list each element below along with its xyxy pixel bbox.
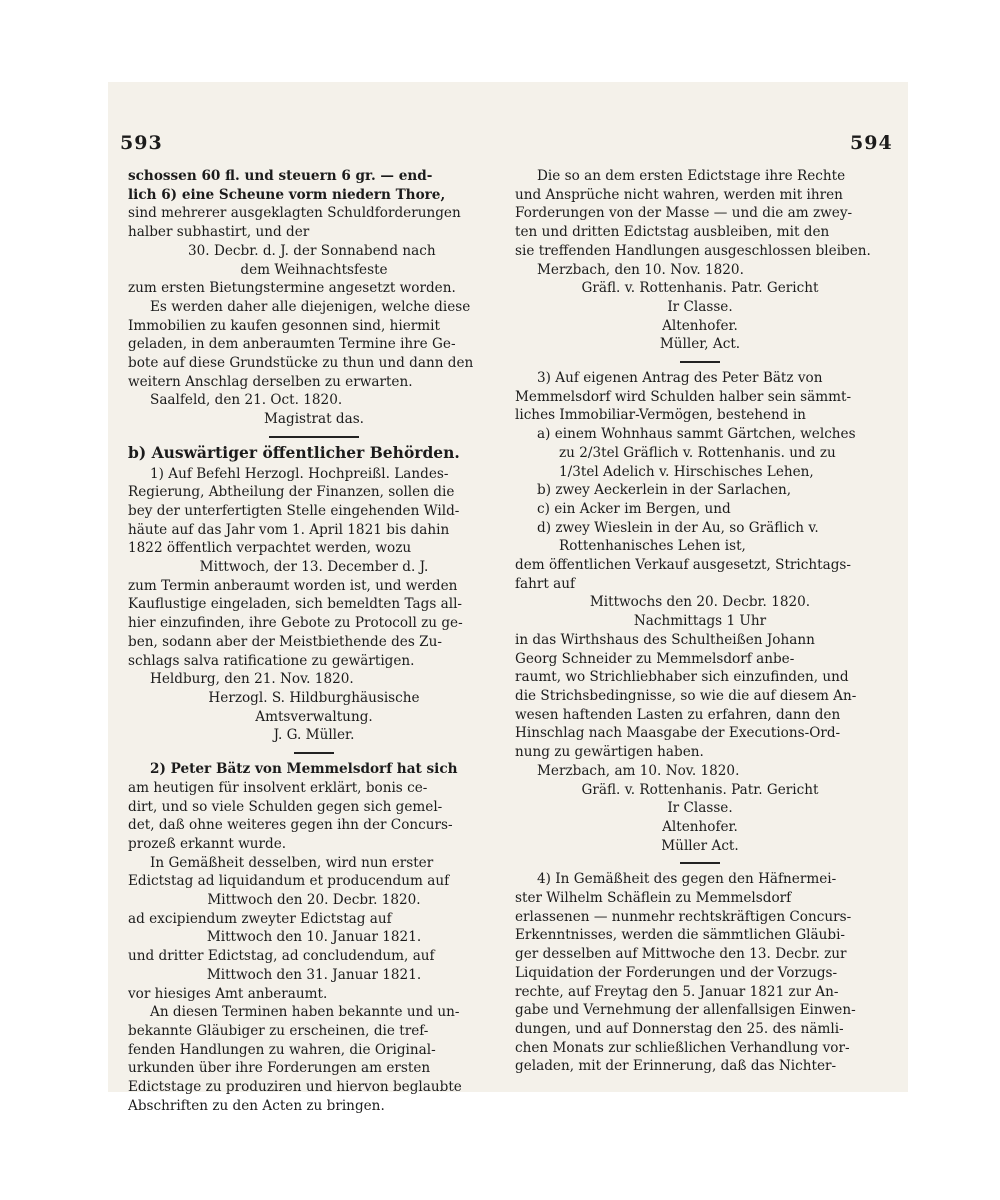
text-line: sie treffenden Handlungen ausgeschlossen bleiben. <box>515 242 871 259</box>
text-line: Es werden daher alle diejenigen, welche diese <box>150 298 471 315</box>
text-line: 3) Auf eigenen Antrag des Peter Bätz von <box>537 370 823 387</box>
text-line: Hinschlag nach Maasgabe der Executions-Ord- <box>515 725 841 742</box>
text-line: schlags salva ratificatione zu gewärtigen. <box>128 652 415 669</box>
text-line: und dritter Edictstag, ad concludendum, auf <box>128 948 435 965</box>
list-item: 1/3tel Adelich v. Hirschisches Lehen, <box>559 463 814 480</box>
text-line: 2) Peter Bätz von Memmelsdorf hat sich <box>150 761 458 778</box>
list-item: a) einem Wohnhaus sammt Gärtchen, welches <box>537 426 856 443</box>
text-line: Edictstage zu produziren und hiervon beglaubte <box>128 1079 462 1096</box>
text-line: Mittwoch den 31. Januar 1821. <box>206 966 422 983</box>
text-line: urkunden über ihre Forderungen am ersten <box>128 1060 431 1077</box>
text-line: fahrt auf <box>515 575 576 592</box>
text-line: wesen haftenden Lasten zu erfahren, dann den <box>515 706 841 723</box>
text-line: dirt, und so viele Schulden gegen sich gemel- <box>128 798 443 815</box>
signature-authority: Magistrat das. <box>263 411 364 428</box>
text-line: prozeß erkannt wurde. <box>128 835 287 852</box>
signature-name: Müller Act. <box>661 837 739 854</box>
text-line: geladen, in dem anberaumten Termine ihre Ge- <box>128 336 456 353</box>
text-line: dungen, und auf Donnerstag den 25. des nämli- <box>515 1020 844 1037</box>
text-line: vor hiesiges Amt anberaumt. <box>128 985 328 1002</box>
text-line: bote auf diese Grundstücke zu thun und dann den <box>128 355 474 372</box>
signature-authority: Amtsverwaltung. <box>255 708 373 725</box>
text-line: erlassenen — nunmehr rechtskräftigen Concurs- <box>515 908 852 925</box>
signature-authority: Ir Classe. <box>667 298 733 315</box>
text-line: dem Weihnachtsfeste <box>240 261 388 278</box>
signature-name: Altenhofer. <box>662 317 738 334</box>
page-number-left: 593 <box>120 132 163 154</box>
text-line: Nachmittags 1 Uhr <box>633 613 767 630</box>
signature-place-date: Saalfeld, den 21. Oct. 1820. <box>150 392 343 409</box>
signature-name: Altenhofer. <box>662 818 738 835</box>
text-line: in das Wirthshaus des Schultheißen Johann <box>515 631 815 648</box>
text-line: dem öffentlichen Verkauf ausgesetzt, Strichtags- <box>515 557 851 574</box>
signature-name: J. G. Müller. <box>273 727 355 744</box>
text-line: Die so an dem ersten Edictstage ihre Rechte <box>537 168 846 184</box>
page-number-right: 594 <box>850 132 893 154</box>
signature-place-date: Merzbach, am 10. Nov. 1820. <box>537 762 740 779</box>
section-heading: b) Auswärtiger öffentlicher Behörden. <box>128 442 460 462</box>
list-item: c) ein Acker im Bergen, und <box>537 500 731 517</box>
list-item: zu 2/3tel Gräflich v. Rottenhanis. und zu <box>559 444 836 461</box>
text-line: ten und dritten Edictstag ausbleiben, mit den <box>515 224 830 241</box>
text-line: Liquidation der Forderungen und der Vorzugs- <box>515 964 838 981</box>
signature-authority: Gräfl. v. Rottenhanis. Patr. Gericht <box>581 781 819 798</box>
text-line: sind mehrerer ausgeklagten Schuldforderungen <box>128 205 461 222</box>
text-line: raumt, wo Strichliebhaber sich einzufinden, und <box>515 669 849 686</box>
text-line: hier einzufinden, ihre Gebote zu Protocoll zu ge- <box>128 615 463 632</box>
text-line: 1822 öffentlich verpachtet werden, wozu <box>128 540 412 557</box>
text-line: nung zu gewärtigen haben. <box>515 744 704 761</box>
signature-place-date: Merzbach, den 10. Nov. 1820. <box>537 261 744 278</box>
text-line: Edictstag ad liquidandum et producendum auf <box>128 873 450 890</box>
text-line: gabe und Vernehmung der allenfallsigen Einwen- <box>515 1002 856 1019</box>
text-line: Mittwoch den 10. Januar 1821. <box>206 929 422 946</box>
section-divider <box>680 862 720 864</box>
signature-authority: Gräfl. v. Rottenhanis. Patr. Gericht <box>581 280 819 297</box>
list-item: b) zwey Aeckerlein in der Sarlachen, <box>537 482 792 499</box>
section-divider <box>294 752 334 754</box>
text-line: bey der unterfertigten Stelle eingehenden Wild- <box>128 502 460 519</box>
text-line: Immobilien zu kaufen gesonnen sind, hiermit <box>128 317 440 334</box>
text-line: halber subhastirt, und der <box>128 224 310 241</box>
text-line: schossen 60 fl. und steuern 6 gr. — end- <box>128 168 433 184</box>
text-line: zum Termin anberaumt worden ist, und werden <box>128 577 458 594</box>
text-line: 30. Decbr. d. J. der Sonnabend nach <box>188 242 436 259</box>
text-line: Abschriften zu den Acten zu bringen. <box>128 1097 385 1114</box>
text-line: An diesen Terminen haben bekannte und un- <box>150 1004 460 1021</box>
section-divider <box>269 436 359 438</box>
text-line: ben, sodann aber der Meistbiethende des Zu- <box>128 633 442 650</box>
signature-authority: Herzogl. S. Hildburghäusische <box>208 689 420 706</box>
text-line: ad excipiendum zweyter Edictstag auf <box>128 910 392 927</box>
text-line: bekannte Gläubiger zu erscheinen, die tref- <box>128 1022 429 1039</box>
text-line: häute auf das Jahr vom 1. April 1821 bis dahin <box>128 521 450 538</box>
text-line: ster Wilhelm Schäflein zu Memmelsdorf <box>515 890 792 907</box>
text-line: lich 6) eine Scheune vorm niedern Thore, <box>128 186 446 203</box>
text-line: chen Monats zur schließlichen Verhandlung vor- <box>515 1039 850 1056</box>
text-line: Mittwochs den 20. Decbr. 1820. <box>589 594 811 611</box>
text-line: am heutigen für insolvent erklärt, bonis ce- <box>128 779 428 796</box>
text-line: geladen, mit der Erinnerung, daß das Nichter- <box>515 1058 837 1075</box>
text-line: det, daß ohne weiteres gegen ihn der Concurs- <box>128 817 453 834</box>
text-line: 4) In Gemäßheit des gegen den Häfnermei- <box>537 871 837 888</box>
left-column <box>128 167 500 1115</box>
signature-name: Müller, Act. <box>659 336 741 353</box>
right-column <box>515 167 885 1076</box>
text-line: Memmelsdorf wird Schulden halber sein sämmt- <box>515 388 852 405</box>
text-line: und Ansprüche nicht wahren, werden mit ihren <box>515 186 843 203</box>
text-line: Mittwoch, der 13. December d. J. <box>199 559 429 576</box>
text-line: Regierung, Abtheilung der Finanzen, sollen die <box>128 484 455 501</box>
text-line: Georg Schneider zu Memmelsdorf anbe- <box>515 650 795 667</box>
text-line: liches Immobiliar-Vermögen, bestehend in <box>515 407 806 424</box>
text-line: Mittwoch den 20. Decbr. 1820. <box>207 892 421 909</box>
text-line: ger desselben auf Mittwoche den 13. Decbr. zur <box>515 946 847 963</box>
text-line: die Strichsbedingnisse, so wie die auf diesem An- <box>515 687 857 704</box>
list-item: Rottenhanisches Lehen ist, <box>559 538 746 555</box>
text-line: Forderungen von der Masse — und die am zwey- <box>515 205 853 222</box>
text-line: fenden Handlungen zu wahren, die Original- <box>128 1041 436 1058</box>
text-line: Erkenntnisses, werden die sämmtlichen Gläubi- <box>515 927 846 944</box>
text-line: weitern Anschlag derselben zu erwarten. <box>128 373 413 390</box>
section-divider <box>680 361 720 363</box>
text-line: rechte, auf Freytag den 5. Januar 1821 zur An- <box>515 983 839 1000</box>
text-line: zum ersten Bietungstermine angesetzt worden. <box>128 280 456 297</box>
text-line: Kauflustige eingeladen, sich bemeldten Tags all- <box>128 596 463 613</box>
list-item: d) zwey Wieslein in der Au, so Gräflich v. <box>537 519 819 536</box>
text-line: 1) Auf Befehl Herzogl. Hochpreißl. Landes- <box>150 465 449 482</box>
text-line: In Gemäßheit desselben, wird nun erster <box>150 854 434 871</box>
signature-authority: Ir Classe. <box>667 800 733 817</box>
signature-place-date: Heldburg, den 21. Nov. 1820. <box>150 671 354 688</box>
